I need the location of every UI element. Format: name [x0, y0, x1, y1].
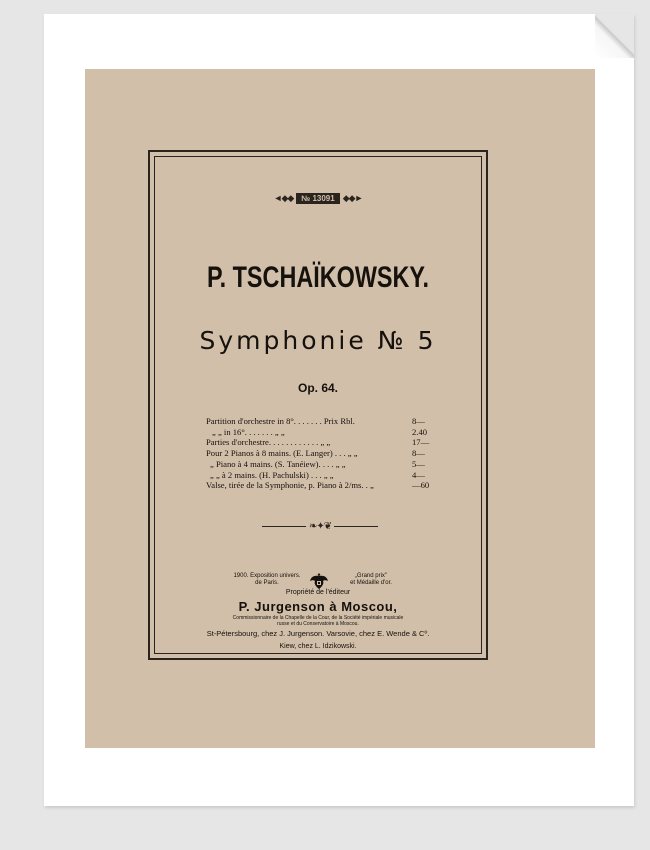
edition-price: 8—: [412, 416, 425, 426]
edition-row: [206, 437, 434, 448]
exposition-line: „Grand prix": [354, 573, 388, 579]
exposition-note-left: [232, 573, 302, 587]
edition-text: Valse, tirée de la Symphonie, p. Piano à 2/ms. . „: [206, 480, 374, 491]
edition-row: [206, 448, 434, 459]
exposition-line: 1900. Exposition univers.: [233, 573, 301, 579]
edition-text: Parties d'orchestre. . . . . . . . . . . . „ „: [206, 437, 331, 448]
edition-row: [206, 470, 434, 481]
branch-addresses: St-Pétersbourg, chez J. Jurgenson. Varsovie, chez E. Wende & Cº.: [206, 629, 430, 638]
exposition-note-right: [336, 573, 406, 587]
ornament-left-icon: ◄◆◆: [273, 192, 294, 203]
edition-price: 5—: [412, 458, 425, 469]
composer-name: P. TSCHAÏKOWSKY.: [207, 261, 429, 294]
edition-text: „ Piano à 4 mains. (S. Tanéiew). . . . „ „: [210, 458, 346, 469]
exposition-line: de Paris.: [255, 580, 279, 586]
work-title: Symphonie № 5: [199, 326, 437, 355]
exposition-line: et Médaille d'or.: [350, 580, 392, 586]
edition-text: „ „ à 2 mains. (H. Pachulski) . . . „ „: [210, 469, 334, 480]
divider-line-right: [334, 526, 378, 527]
ornament-right-icon: ◆◆►: [342, 192, 363, 203]
publisher-label: Propriété de l'éditeur: [285, 589, 351, 596]
edition-price: 17—: [412, 437, 430, 448]
edition-row: [206, 427, 434, 438]
edition-price: 8—: [412, 448, 425, 459]
commission-line: Commissionnaire de la Chapelle de la Cour, de la Société impériale musicale: [232, 615, 404, 621]
edition-price: 4—: [412, 469, 425, 480]
edition-row: [206, 480, 434, 491]
commission-line: russe et du Conservatoire à Moscou.: [277, 621, 359, 627]
plate-number: № 13091: [296, 193, 339, 204]
edition-text: Partition d'orchestre in 8°. . . . . . . Prix Rbl.: [206, 416, 355, 426]
plate-number-cartouche: [266, 190, 370, 206]
edition-price: —60: [412, 480, 430, 491]
opus-number: Op. 64.: [297, 381, 338, 395]
page-curl: [595, 14, 634, 58]
edition-row: [206, 459, 434, 470]
edition-price: 2.40: [412, 426, 428, 437]
ornamental-divider: [262, 519, 378, 533]
edition-text: Pour 2 Pianos à 8 mains. (E. Langer) . . . „ „: [206, 448, 358, 459]
edition-row: [206, 416, 434, 427]
kiew-address: Kiew, chez L. Idzikowski.: [279, 643, 357, 650]
edition-text: „ „ in 16°. . . . . . . „ „: [212, 426, 285, 437]
publisher-name: P. Jurgenson à Moscou,: [238, 599, 398, 614]
commission-note: [150, 615, 486, 627]
divider-line-left: [262, 526, 306, 527]
divider-ornament-icon: ❧✦❦: [308, 520, 332, 532]
editions-list: [206, 416, 434, 491]
